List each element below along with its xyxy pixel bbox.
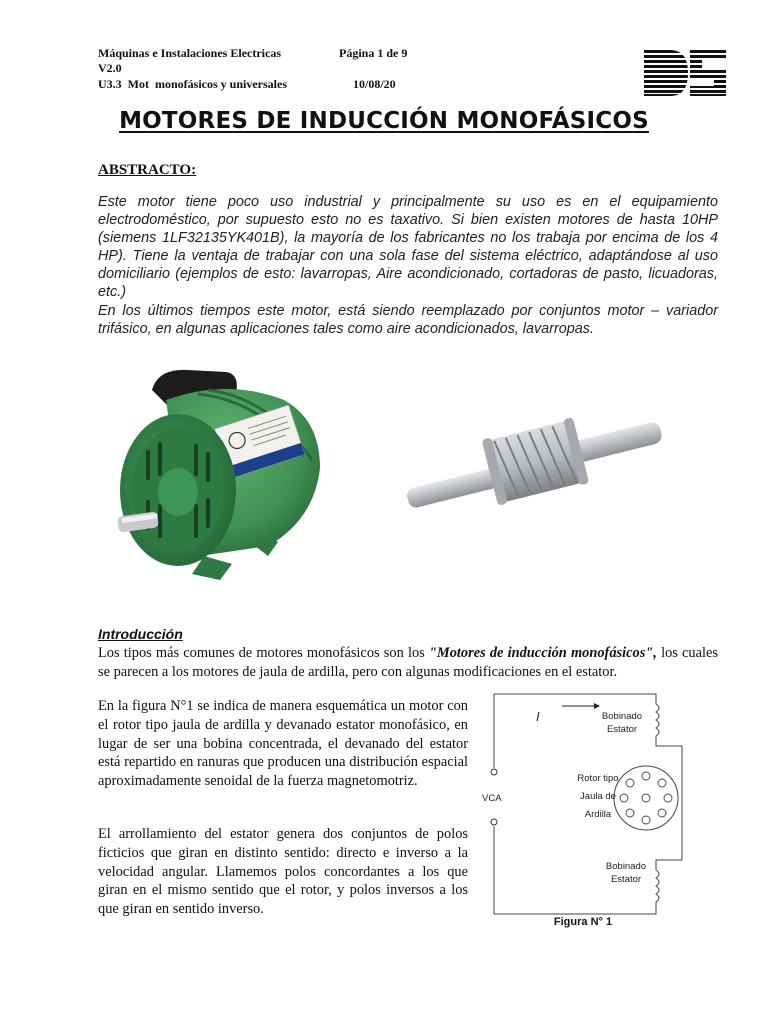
abstract-heading: ABSTRACTO:	[98, 162, 197, 178]
rotor-line-2: Jaula de	[580, 791, 616, 802]
winding-bottom-line-1: Bobinado	[605, 861, 647, 872]
abstract-paragraph-1: Este motor tiene poco uso industrial y principalmente su uso es en el equipamiento electrodoméstico, por supuesto esto no es taxativo. Si bien existen motores de hasta 10HP (siemens 1LF32135YK401B), la mayoría de los fabricantes no los trabaja por encima de los 4 HP). Tiene la ventaja de trabajar con una sola fase del sistema eléctrico, adaptándose al uso domiciliario (ejemplos de esto: lavarropas, Aire acondicionado, cortadoras de pasto, licuadoras, etc.)	[98, 194, 718, 301]
winding-top-line-2: Estator	[606, 724, 638, 735]
header-course: Máquinas e Instalaciones Electricas	[98, 46, 281, 60]
intro-text-after: los cuales se parecen a los motores de jaula de ardilla, pero con algunas modificaciones en el estator.	[98, 645, 718, 680]
vca-label: VCA	[482, 793, 502, 804]
figure-caption: Figura N° 1	[553, 916, 613, 928]
winding-bottom-line-2: Estator	[610, 874, 642, 885]
intro-text-before: Los tipos más comunes de motores monofásicos son los	[98, 645, 429, 661]
header-unit: U3.3 Mot monofásicos y universales	[98, 77, 287, 91]
introduction-paragraph-2: En la figura N°1 se indica de manera esquemática un motor con el rotor tipo jaula de ardilla y devanado estator monofásico, en lugar de ser una bobina concentrada, el devanado del estator está repartido en ranuras que producen una distribución espacial aproximadamente senoidal de la fuerza magnetomotriz.	[98, 698, 468, 790]
introduction-paragraph-1	[98, 644, 718, 681]
squirrel-cage-rotor-photo	[398, 400, 668, 520]
introduction-heading: Introducción	[98, 626, 183, 642]
header-date: 10/08/20	[353, 77, 396, 91]
current-label: I	[536, 709, 540, 724]
winding-bottom-label	[596, 860, 656, 886]
winding-top-label	[592, 710, 652, 736]
intro-emphasis: "Motores de inducción monofásicos",	[428, 645, 657, 661]
figure-1-schematic	[478, 684, 710, 934]
abstract-paragraph-2: En los últimos tiempos este motor, está siendo reemplazado por conjuntos motor – variador trifásico, en algunas aplicaciones tales como aire acondicionados, lavarropas.	[98, 302, 718, 337]
induction-motor-photo	[108, 360, 348, 590]
rotor-line-1: Rotor tipo	[577, 773, 619, 784]
header-page-number: Página 1 de 9	[339, 46, 408, 60]
document-title: MOTORES DE INDUCCIÓN MONOFÁSICOS	[119, 108, 649, 134]
header-version: V2.0	[98, 61, 122, 75]
rotor-label	[568, 772, 628, 821]
winding-top-line-1: Bobinado	[601, 711, 643, 722]
abstract-text	[98, 193, 718, 338]
ds-logo-icon	[640, 46, 732, 100]
introduction-paragraph-3: El arrollamiento del estator genera dos conjuntos de polos ficticios que giran en distinto sentido: directo e inverso a la velocidad angular. Llamemos polos concordantes a los que giran en el mismo sentido que el rotor, y polos inversos a los que giran en sentido inverso.	[98, 826, 468, 918]
rotor-line-3: Ardilla	[584, 809, 612, 820]
